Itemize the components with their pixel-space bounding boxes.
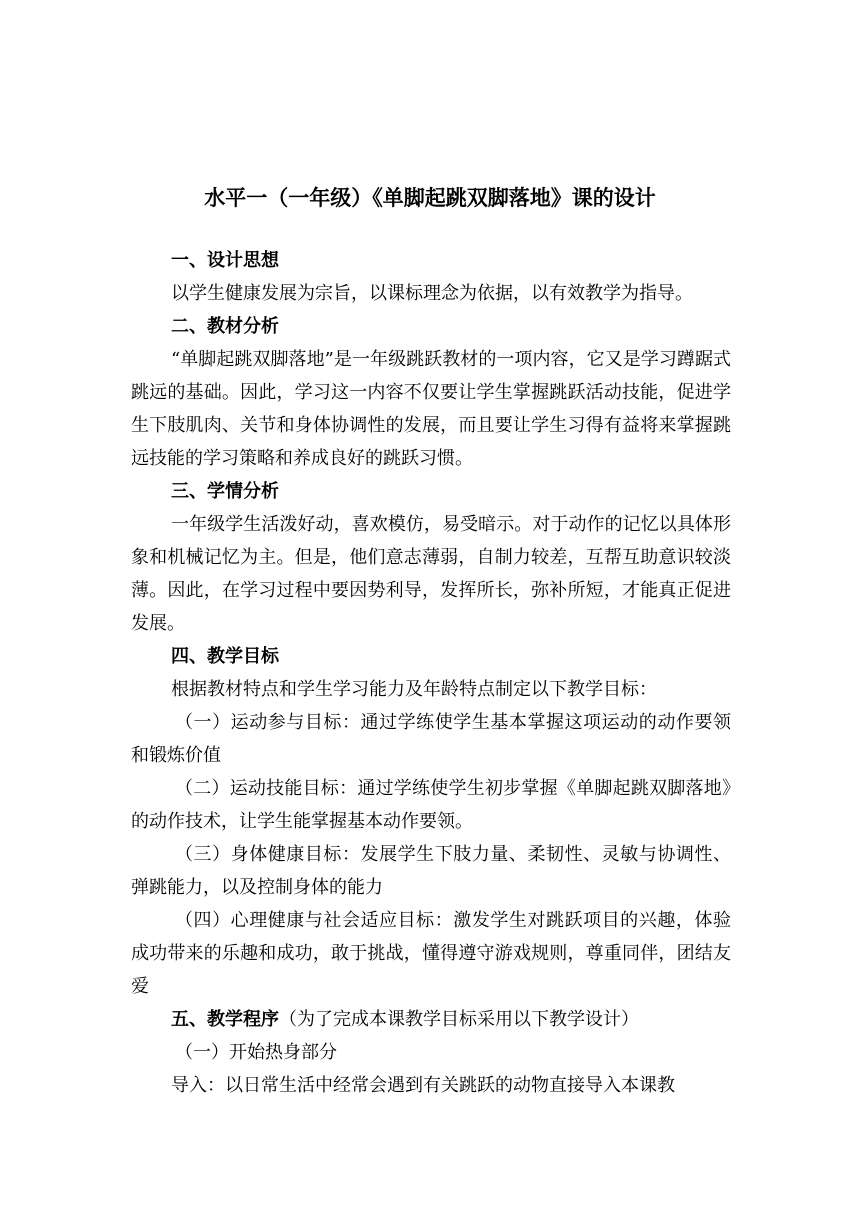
section-heading-teaching-procedure-text: 五、教学程序 (171, 1009, 279, 1030)
subsection-warmup: （一）开始热身部分 (175, 1042, 337, 1063)
paragraph-student-analysis: 一年级学生活泼好动，喜欢模仿，易受暗示。对于动作的记忆以具体形象和机械记忆为主。但是，他们意志薄弱，自制力较差，互帮互助意识较淡薄。因此，在学习过程中要因势利导，发挥所长，弥补所短，才能真正促进发展。 (131, 514, 731, 634)
goal-item-skill: （二）运动技能目标：通过学练使学生初步掌握《单脚起跳双脚落地》的动作技术，让学生能掌握基本动作要领。 (131, 778, 731, 832)
section-heading-teaching-goals: 四、教学目标 (171, 646, 279, 667)
section-heading-teaching-procedure (131, 1003, 731, 1036)
document-body (131, 244, 731, 1102)
section-heading-note: （为了完成本课教学目标采用以下教学设计） (279, 1009, 639, 1030)
section-heading-design-idea: 一、设计思想 (171, 250, 279, 271)
document-title: 水平一（一年级）《单脚起跳双脚落地》课的设计 (204, 185, 656, 210)
goal-item-participation: （一）运动参与目标：通过学练使学生基本掌握这项运动的动作要领和锻炼价值 (131, 712, 731, 766)
paragraph-design-idea: 以学生健康发展为宗旨，以课标理念为依据，以有效教学为指导。 (171, 283, 693, 304)
section-heading-student-analysis: 三、学情分析 (171, 481, 279, 502)
goal-item-health: （三）身体健康目标：发展学生下肢力量、柔韧性、灵敏与协调性、弹跳能力，以及控制身体的能力 (131, 844, 731, 898)
paragraph-introduction: 导入：以日常生活中经常会遇到有关跳跃的动物直接导入本课教 (171, 1075, 675, 1096)
goal-item-psychology: （四）心理健康与社会适应目标：激发学生对跳跃项目的兴趣，体验成功带来的乐趣和成功，敢于挑战，懂得遵守游戏规则，尊重同伴，团结友爱 (131, 910, 731, 997)
section-heading-material-analysis: 二、教材分析 (171, 316, 279, 337)
paragraph-material-analysis: “单脚起跳双脚落地”是一年级跳跃教材的一项内容，它又是学习蹲踞式跳远的基础。因此，学习这一内容不仅要让学生掌握跳跃活动技能，促进学生下肢肌肉、关节和身体协调性的发展，而且要让学生习得有益将来掌握跳远技能的学习策略和养成良好的跳跃习惯。 (131, 349, 731, 469)
paragraph-teaching-goals-intro: 根据教材特点和学生学习能力及年龄特点制定以下教学目标： (171, 679, 657, 700)
